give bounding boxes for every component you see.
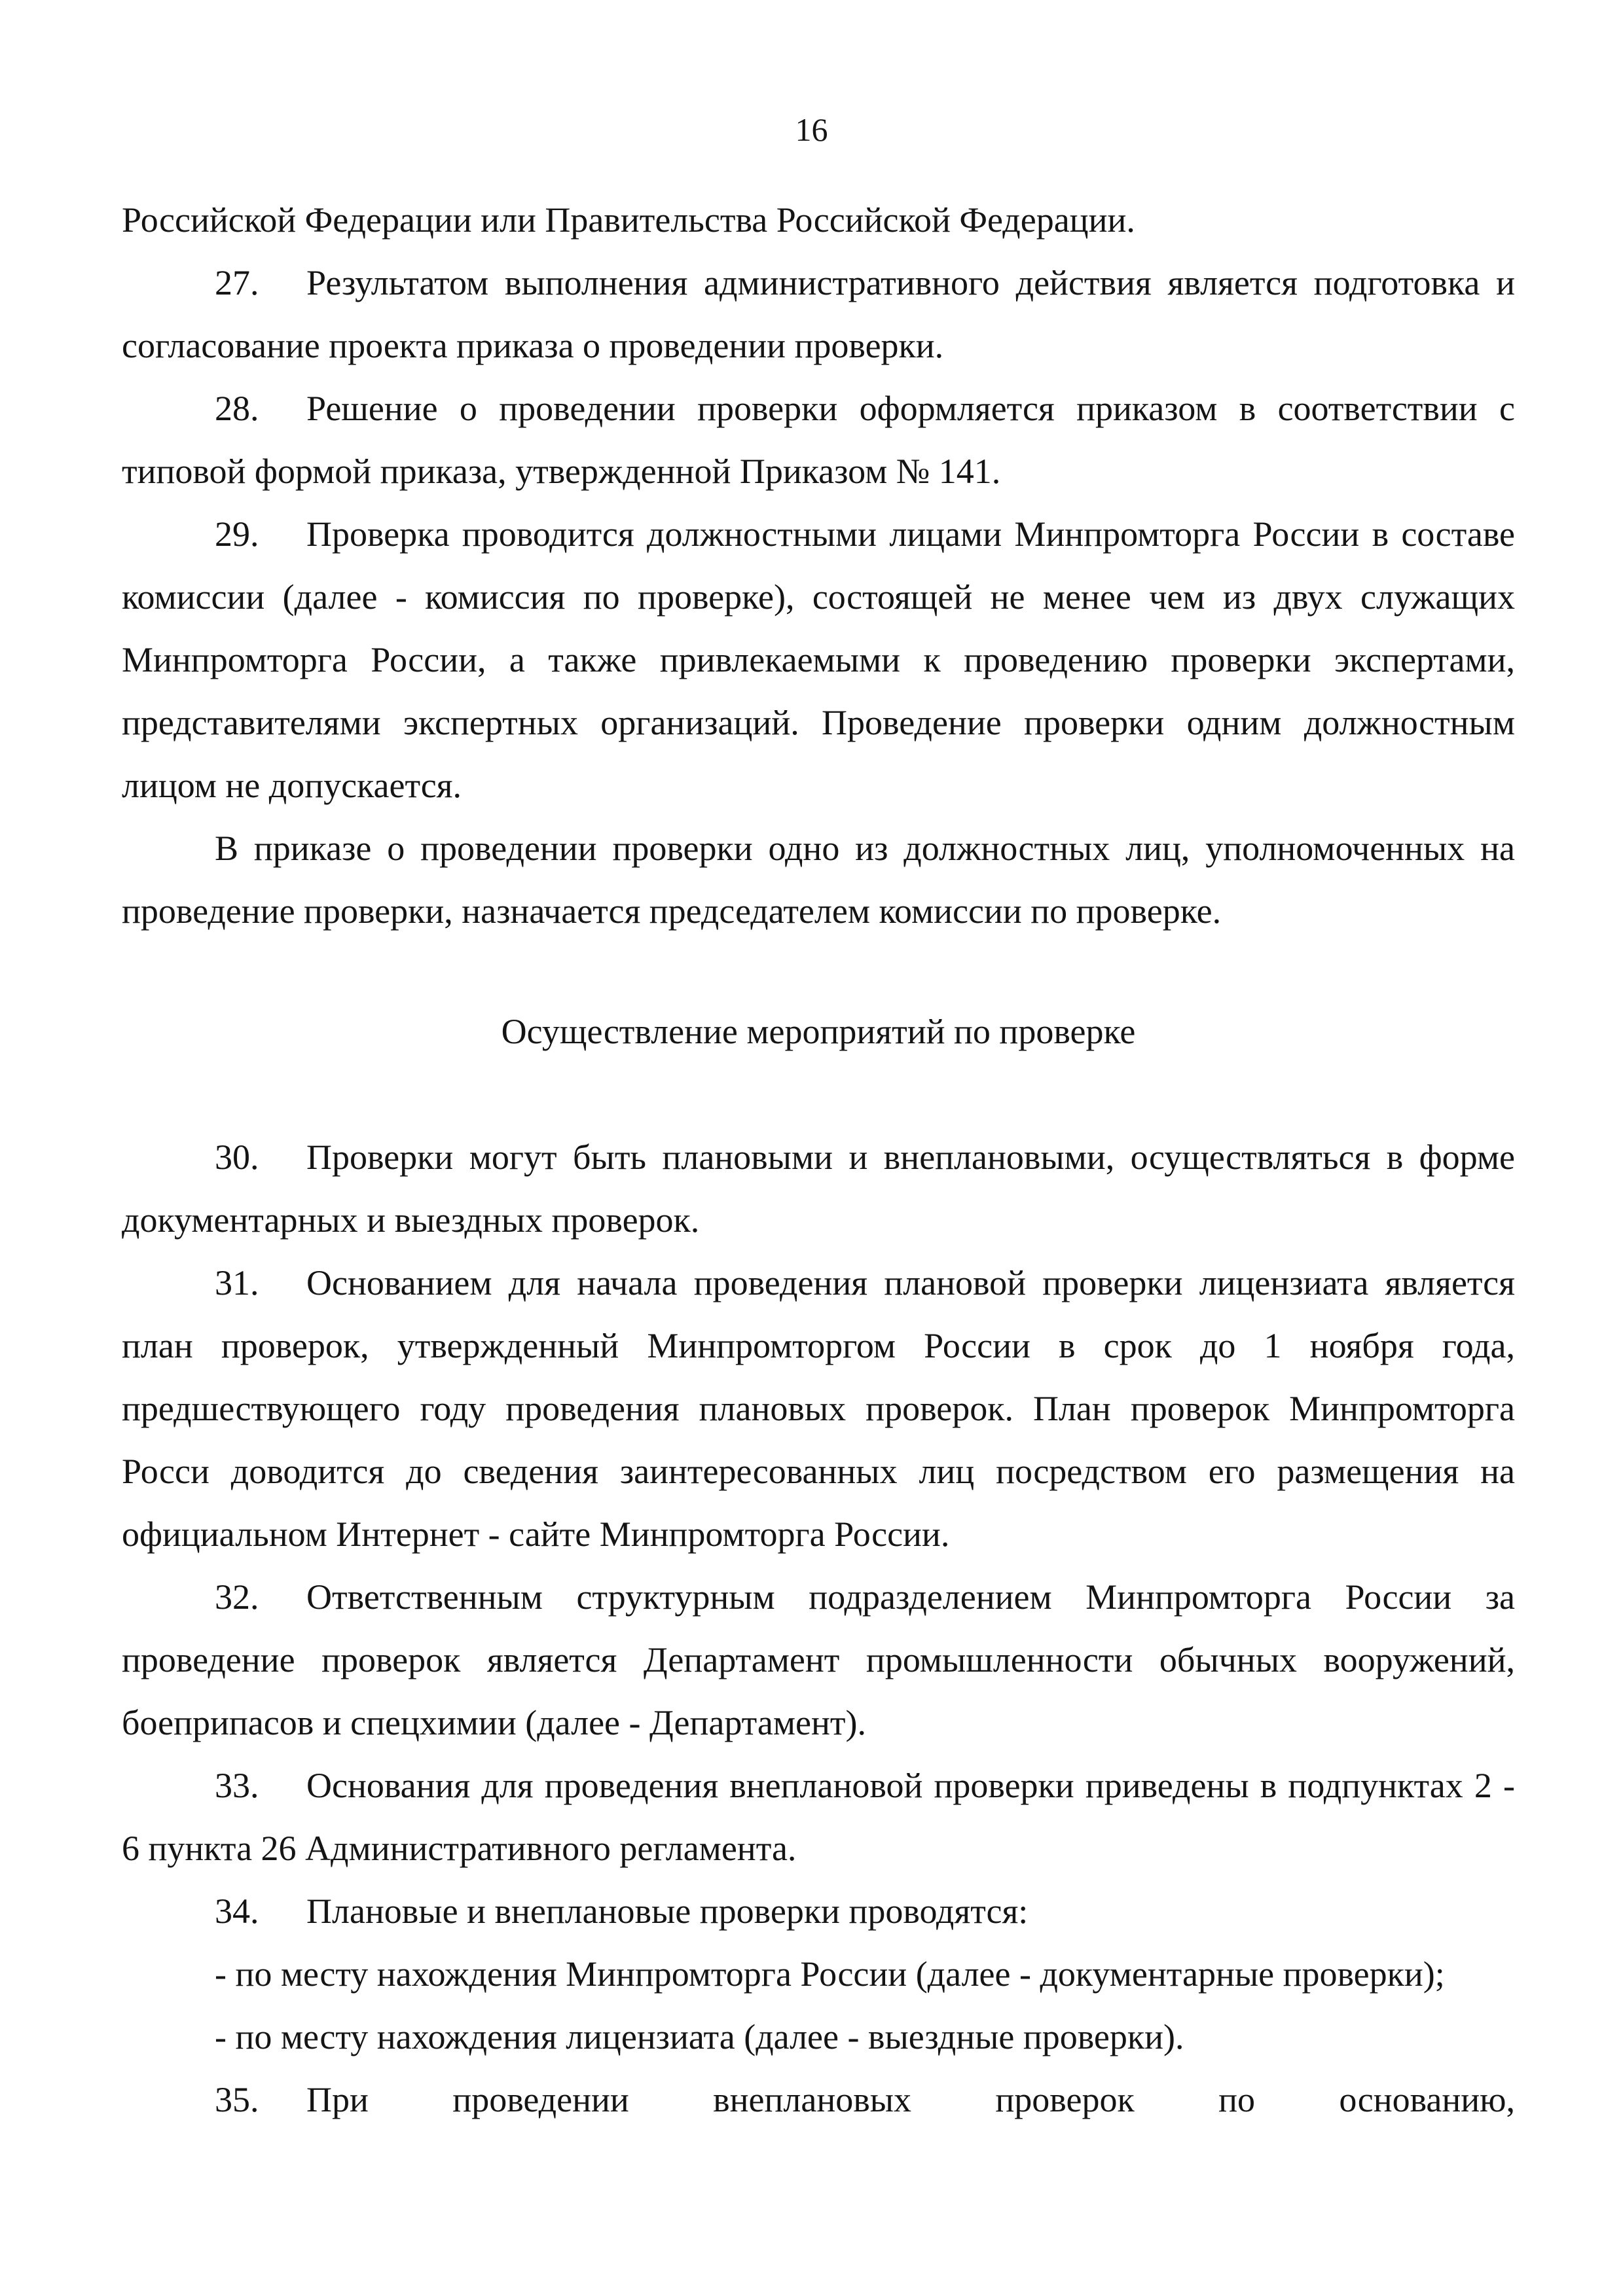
paragraph-text: Проверка проводится должностными лицами Минпромторга России в составе комиссии (далее - комиссия по проверке), состоящей не менее чем из двух служащих Минпромторга России, а также привлекаемыми к проведению проверки экспертами, представителями экспертных организаций. Проведение проверки одним должностным лицом не допускается.: [122, 514, 1515, 805]
list-item-onsite: - по месту нахождения лицензиата (далее - выездные проверки).: [215, 2017, 1184, 2056]
paragraph-text: Плановые и внеплановые проверки проводятся:: [306, 1892, 1029, 1931]
paragraph-text: Проверки могут быть плановыми и внеплановыми, осуществляться в форме документарных и выездных проверок.: [122, 1138, 1515, 1240]
paragraph-text: Основанием для начала проведения плановой проверки лицензиата является план проверок, утвержденный Минпромторгом России в срок до 1 ноября года, предшествующего году проведения плановых проверок. План проверок Минпромторга Росси доводится до сведения заинтересованных лиц посредством его размещения на официальном Интернет - сайте Минпромторга России.: [122, 1263, 1515, 1554]
section-heading: Осуществление мероприятий по проверке: [501, 1012, 1136, 1051]
paragraph-text: Основания для проведения внеплановой проверки приведены в подпунктах 2 - 6 пункта 26 Административного регламента.: [122, 1766, 1515, 1868]
paragraph-31: [122, 1251, 1515, 1566]
paragraph-number: 29.: [215, 514, 259, 554]
document-body: [122, 188, 1515, 2131]
paragraph-continuation: Российской Федерации или Правительства Российской Федерации.: [122, 200, 1135, 240]
paragraph-34: [122, 1880, 1515, 1943]
paragraph-number: 32.: [215, 1577, 259, 1617]
paragraph-30: [122, 1126, 1515, 1251]
paragraph-27: [122, 251, 1515, 377]
paragraph-number: 31.: [215, 1263, 259, 1302]
page-number: 16: [795, 111, 828, 148]
paragraph-number: 35.: [215, 2080, 259, 2119]
paragraph-number: 27.: [215, 263, 259, 302]
paragraph-28: [122, 377, 1515, 503]
paragraph-number: 30.: [215, 1138, 259, 1177]
paragraph-number: 34.: [215, 1892, 259, 1931]
paragraph-text: Ответственным структурным подразделением Минпромторга России за проведение проверок является Департамент промышленности обычных вооружений, боеприпасов и спецхимии (далее - Департамент).: [122, 1577, 1515, 1742]
paragraph-text: Результатом выполнения административного действия является подготовка и согласование проекта приказа о проведении проверки.: [122, 263, 1515, 365]
list-item-documentary: - по месту нахождения Минпромторга России (далее - документарные проверки);: [215, 1954, 1445, 1994]
paragraph-number: 33.: [215, 1766, 259, 1805]
paragraph-29-continued: В приказе о проведении проверки одно из должностных лиц, уполномоченных на проведение проверки, назначается председателем комиссии по проверке.: [122, 829, 1515, 931]
paragraph-text: Решение о проведении проверки оформляется приказом в соответствии с типовой формой приказа, утвержденной Приказом № 141.: [122, 389, 1515, 491]
paragraph-33: [122, 1754, 1515, 1880]
paragraph-text: При проведении внеплановых проверок по основанию,: [306, 2080, 1515, 2119]
paragraph-35: [122, 2068, 1515, 2131]
paragraph-29: [122, 503, 1515, 817]
paragraph-number: 28.: [215, 389, 259, 428]
paragraph-32: [122, 1566, 1515, 1754]
